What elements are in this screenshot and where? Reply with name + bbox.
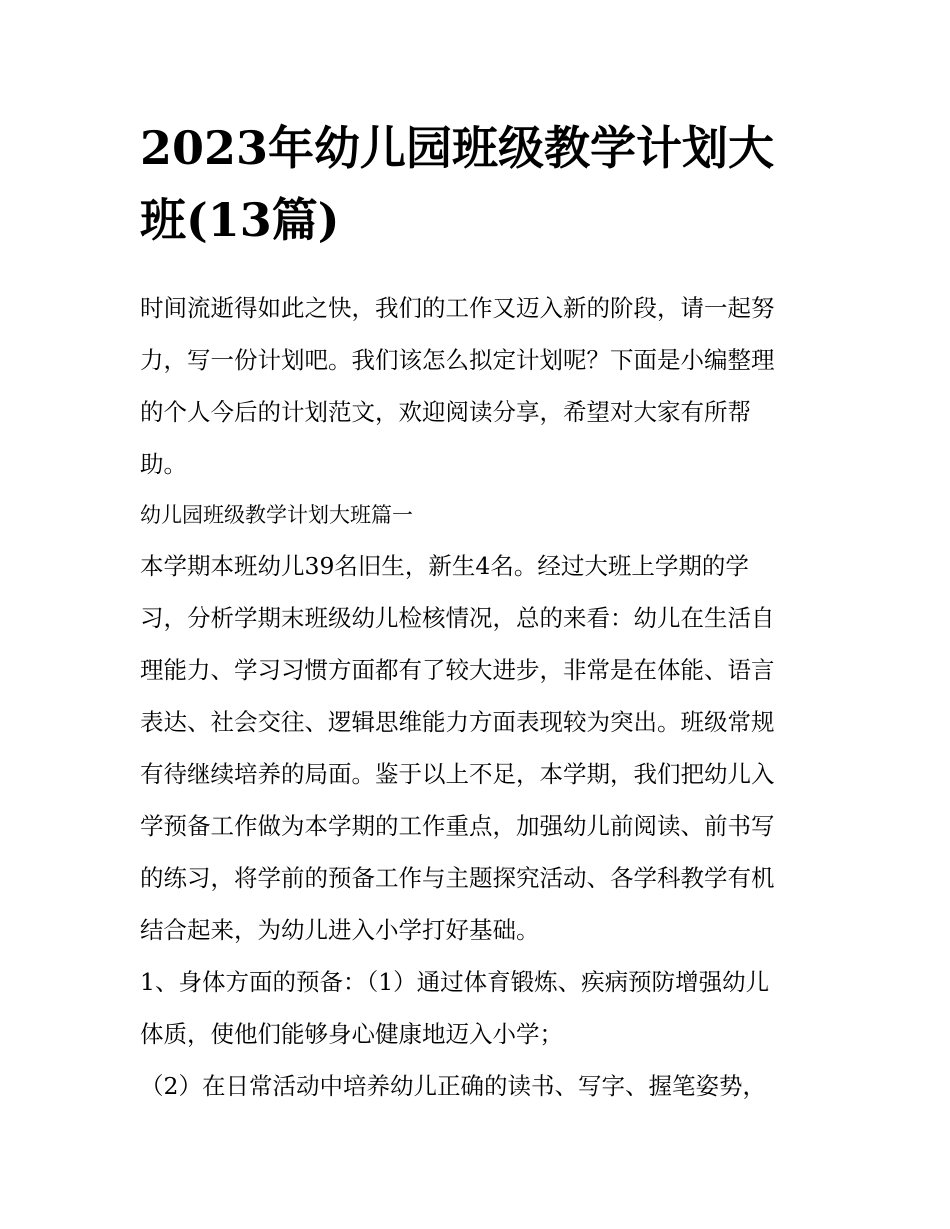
text-line: 结合起来，为幼儿进入小学打好基础。	[140, 916, 540, 944]
text-line: 助。	[140, 450, 187, 478]
text-line: 1、身体方面的预备：（1）通过体育锻炼、疾病预防增强幼儿	[140, 968, 770, 996]
text-line: 理能力、学习习惯方面都有了较大进步，非常是在体能、语言	[140, 656, 775, 684]
text-line: 时间流逝得如此之快，我们的工作又迈入新的阶段，请一起努	[140, 294, 775, 322]
text-line: 的练习，将学前的预备工作与主题探究活动、各学科教学有机	[140, 864, 775, 892]
text-line: 学预备工作做为本学期的工作重点，加强幼儿前阅读、前书写	[140, 812, 775, 840]
text-line: （2）在日常活动中培养幼儿正确的读书、写字、握笔姿势，	[140, 1072, 766, 1100]
title-line-2: 班(13篇)	[140, 193, 340, 247]
text-line: 的个人今后的计划范文，欢迎阅读分享，希望对大家有所帮	[140, 398, 751, 426]
document-content	[140, 112, 812, 1112]
text-line: 有待继续培养的局面。鉴于以上不足，本学期，我们把幼儿入	[140, 760, 775, 788]
text-line: 本学期本班幼儿39名旧生，新生4名。经过大班上学期的学	[140, 552, 749, 580]
section-heading: 幼儿园班级教学计划大班篇一	[140, 503, 413, 527]
text-line: 表达、社会交往、逻辑思维能力方面表现较为突出。班级常规	[140, 708, 775, 736]
intro-paragraph	[140, 282, 812, 490]
title-line-1: 2023年幼儿园班级教学计划大	[140, 121, 775, 175]
text-line: 力，写一份计划吧。我们该怎么拟定计划呢？下面是小编整理	[140, 346, 775, 374]
text-line: 体质，使他们能够身心健康地迈入小学；	[140, 1020, 563, 1048]
text-line: 习，分析学期末班级幼儿检核情况，总的来看：幼儿在生活自	[140, 604, 775, 632]
document-title	[140, 112, 812, 256]
section-paragraph	[140, 540, 812, 1112]
